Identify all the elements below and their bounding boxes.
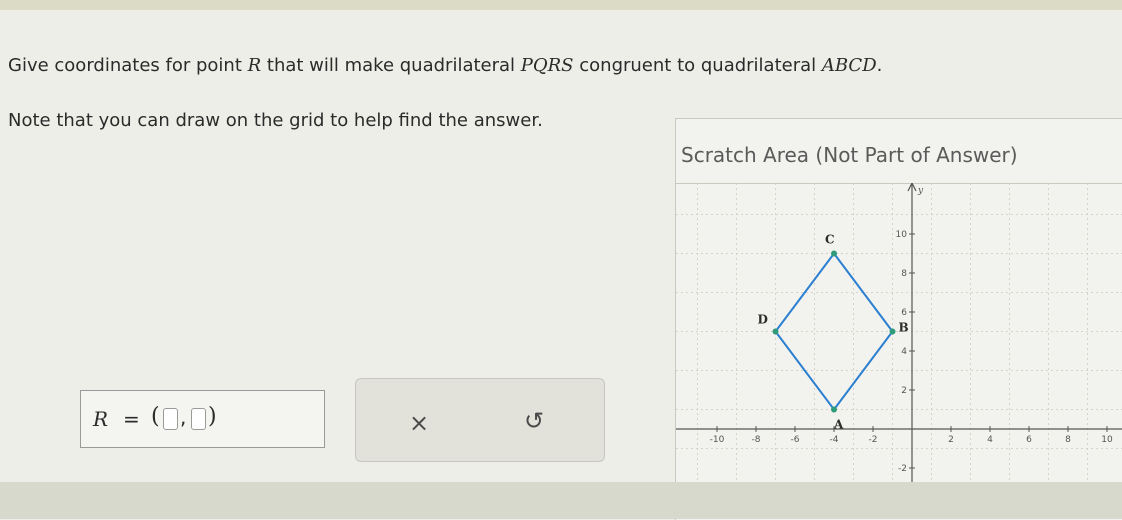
answer-label: R — [93, 407, 109, 431]
y-tick-label: 4 — [901, 347, 907, 357]
y-coordinate-input[interactable] — [191, 408, 206, 430]
y-tick-label: -2 — [898, 464, 907, 474]
quadrilateral-abcd — [776, 254, 893, 410]
y-axis-label: y — [918, 186, 924, 196]
y-tick-label: 2 — [901, 386, 907, 396]
point-b[interactable] — [890, 329, 896, 335]
answer-box — [80, 390, 325, 448]
x-tick-label: 8 — [1065, 435, 1071, 445]
x-tick-label: -8 — [751, 435, 761, 445]
action-buttons-panel — [355, 378, 605, 462]
clear-button[interactable]: × — [409, 409, 430, 437]
point-c[interactable] — [831, 251, 837, 257]
x-tick-label: 10 — [1101, 435, 1113, 445]
x-tick-label: 4 — [987, 435, 993, 445]
y-tick-label: 6 — [901, 308, 907, 318]
point-label-b: B — [898, 320, 909, 335]
undo-button[interactable]: ↺ — [524, 407, 545, 435]
comma: , — [180, 405, 187, 429]
question-note: Note that you can draw on the grid to help find the answer. — [8, 110, 543, 131]
y-tick-label: 10 — [895, 230, 907, 240]
x-tick-label: 6 — [1026, 435, 1032, 445]
close-paren: ) — [208, 404, 217, 429]
open-paren: ( — [151, 404, 160, 429]
x-coordinate-input[interactable] — [163, 408, 178, 430]
point-label-d: D — [757, 312, 768, 327]
quad-pqrs-symbol: PQRS — [520, 55, 574, 76]
coordinate-grid[interactable] — [676, 183, 1122, 483]
point-label-a: A — [834, 417, 844, 432]
equals-sign: = — [123, 407, 140, 431]
y-tick-label: 8 — [901, 269, 907, 279]
x-tick-label: -4 — [829, 435, 839, 445]
x-tick-label: -2 — [868, 435, 878, 445]
x-tick-label: -6 — [790, 435, 800, 445]
point-d[interactable] — [773, 329, 779, 335]
x-tick-label: 2 — [948, 435, 954, 445]
quad-abcd-symbol: ABCD — [821, 55, 877, 76]
scratch-title: Scratch Area (Not Part of Answer) — [681, 143, 1018, 167]
scratch-area[interactable] — [675, 118, 1122, 520]
x-tick-label: -10 — [709, 435, 725, 445]
point-a[interactable] — [831, 407, 837, 413]
point-r-symbol: R — [247, 55, 262, 76]
top-bar — [0, 0, 1122, 10]
question-text: Give coordinates for point R that will make quadrilateral PQRS congruent to quadrilateral ABCD. — [8, 55, 883, 76]
point-label-c: C — [825, 232, 835, 247]
bottom-band — [0, 482, 1122, 519]
